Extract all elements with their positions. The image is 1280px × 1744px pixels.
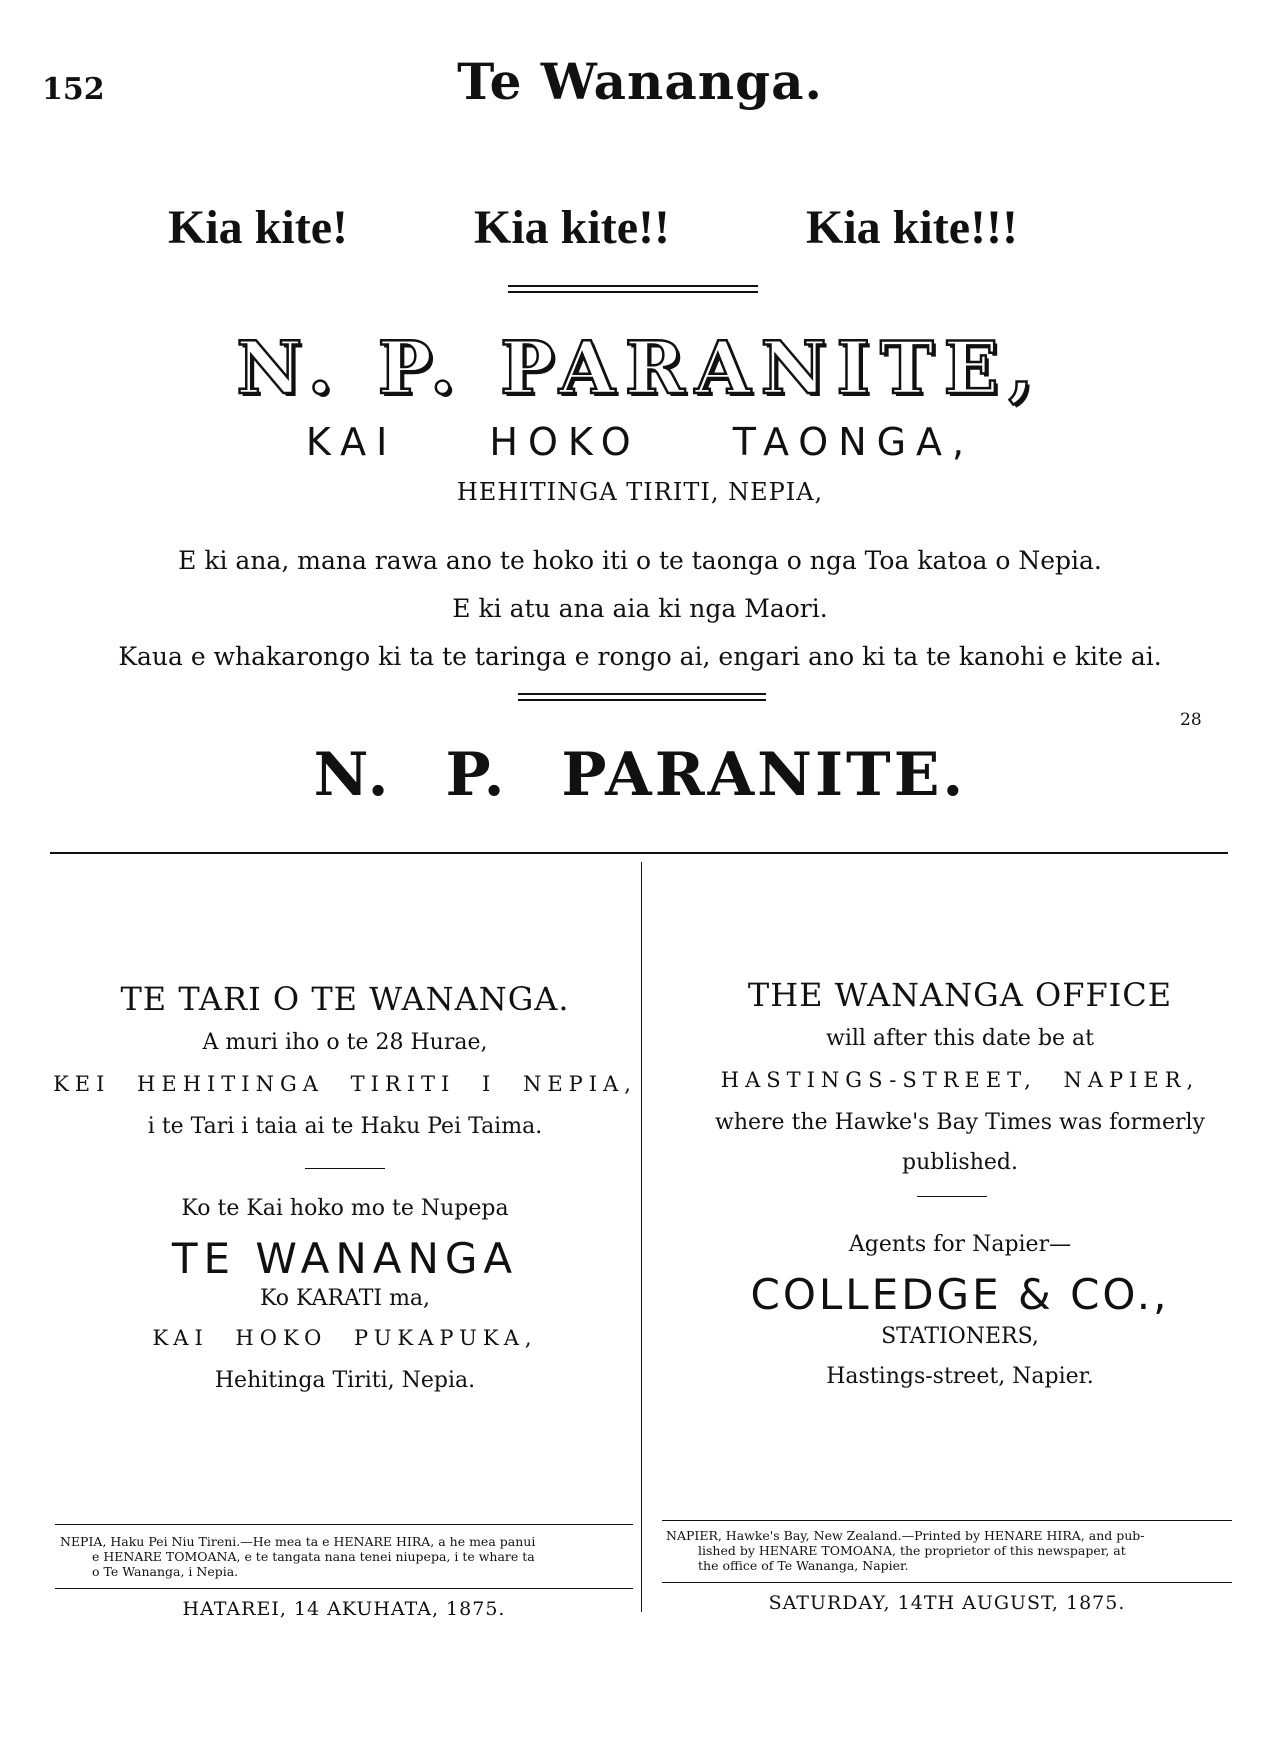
right-notice-line-5: Agents for Napier— [848, 1232, 1072, 1257]
footer-right-date: SATURDAY, 14TH AUGUST, 1875. [768, 1592, 1126, 1614]
footer-right-imprint-line-1: NAPIER, Hawke's Bay, New Zealand.—Printed by HENARE HIRA, and pub- [666, 1528, 1145, 1543]
left-notice-line-6: KAI HOKO PUKAPUKA, [152, 1326, 538, 1350]
left-notice-line-2: KEI HEHITINGA TIRITI I NEPIA, [53, 1072, 637, 1096]
footer-left-date: HATAREI, 14 AKUHATA, 1875. [182, 1598, 506, 1620]
left-notice-heading: TE TARI O TE WANANGA. [120, 980, 570, 1018]
footer-left-imprint-line-3: o Te Wananga, i Nepia. [92, 1564, 239, 1579]
right-notice-rule [917, 1196, 987, 1197]
footer-left-rule-top [55, 1524, 633, 1525]
right-notice-heading: THE WANANGA OFFICE [747, 976, 1173, 1014]
column-divider [641, 862, 642, 1612]
advert-line-3: Kaua e whakarongo ki ta te taringa e rongo ai, engari ano ki ta te kanohi e kite ai. [118, 642, 1162, 671]
right-notice-line-7: Hastings-street, Napier. [826, 1364, 1094, 1389]
footer-right-imprint-line-2: lished by HENARE TOMOANA, the proprietor of this newspaper, at [698, 1543, 1126, 1558]
right-notice-line-2: HASTINGS-STREET, NAPIER, [720, 1068, 1200, 1092]
paranite-bottom-name: N. P. PARANITE. [313, 740, 967, 810]
left-notice-line-3: i te Tari i taia ai te Haku Pei Taima. [147, 1114, 543, 1139]
footer-left-imprint [60, 1534, 635, 1579]
page-number: 152 [42, 72, 105, 107]
right-notice-line-6: STATIONERS, [881, 1324, 1039, 1349]
kia-kite-1: Kia kite! [168, 201, 348, 254]
footer-right-imprint [666, 1528, 1232, 1573]
section-divider [50, 852, 1228, 854]
footer-right-imprint-line-3: the office of Te Wananga, Napier. [698, 1558, 909, 1573]
advert-line-1: E ki ana, mana rawa ano te hoko iti o te taonga o nga Toa katoa o Nepia. [178, 546, 1102, 575]
left-notice-rule [305, 1168, 385, 1169]
double-rule-top [508, 285, 758, 293]
double-rule-bottom [518, 693, 766, 701]
advert-ref-number: 28 [1180, 710, 1202, 730]
right-notice-line-4: published. [902, 1150, 1018, 1175]
right-notice-title: COLLEDGE & CO., [750, 1270, 1170, 1319]
footer-left-rule-bottom [55, 1588, 633, 1589]
masthead-title: Te Wananga. [457, 52, 823, 111]
advert-address: HEHITINGA TIRITI, NEPIA, [456, 478, 824, 506]
kia-kite-2: Kia kite!! [474, 201, 670, 254]
footer-left-imprint-line-2: e HENARE TOMOANA, e te tangata nana tenei niupepa, i te whare ta [92, 1549, 535, 1564]
left-notice-line-1: A muri iho o te 28 Hurae, [202, 1030, 488, 1055]
footer-right-rule-top [662, 1520, 1232, 1521]
right-notice-line-3: where the Hawke's Bay Times was formerly [715, 1110, 1205, 1135]
left-notice-line-5: Ko KARATI ma, [259, 1286, 431, 1311]
paranite-ornamental-name: N. P. PARANITE, [236, 325, 1044, 410]
right-notice-line-1: will after this date be at [826, 1026, 1094, 1051]
trade-line: KAI HOKO TAONGA, [305, 420, 975, 464]
left-notice-line-7: Hehitinga Tiriti, Nepia. [214, 1368, 476, 1393]
left-notice-line-4: Ko te Kai hoko mo te Nupepa [181, 1196, 509, 1221]
footer-left-imprint-line-1: NEPIA, Haku Pei Niu Tireni.—He mea ta e HENARE HIRA, a he mea panui [60, 1534, 536, 1549]
advert-line-2: E ki atu ana aia ki nga Maori. [452, 594, 828, 623]
footer-right-rule-bottom [662, 1582, 1232, 1583]
kia-kite-3: Kia kite!!! [806, 201, 1018, 254]
left-notice-title: TE WANANGA [171, 1234, 519, 1283]
